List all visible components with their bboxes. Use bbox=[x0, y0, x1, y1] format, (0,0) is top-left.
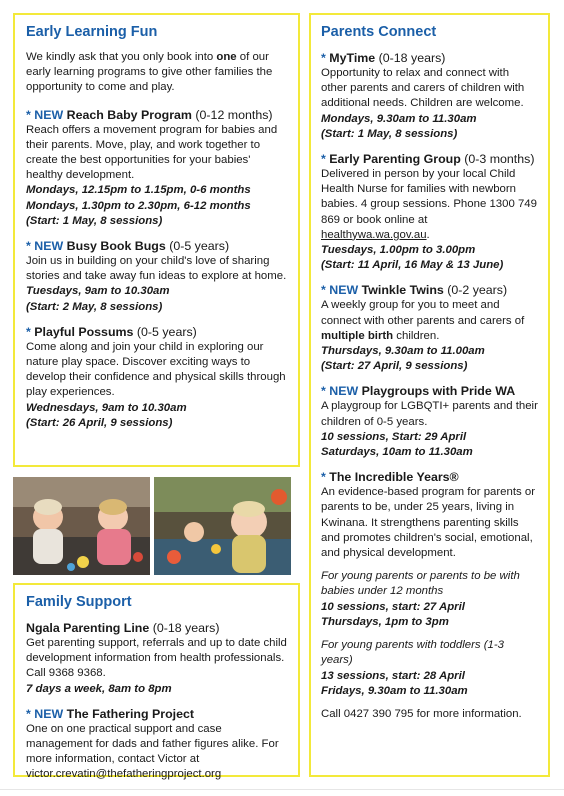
early-learning-intro: We kindly ask that you only book into one of our early learning programs to give other families the opportunity to come and play. bbox=[26, 51, 273, 94]
family-support-box bbox=[13, 583, 300, 781]
program-heading: * Early Parenting Group (0-3 months) bbox=[321, 152, 535, 167]
program-time: Thursdays, 9.30am to 11.00am bbox=[321, 345, 485, 358]
program-heading: * The Incredible Years® bbox=[321, 470, 459, 485]
photo-babies-playing bbox=[13, 477, 150, 575]
program-description: Delivered in person by your local Child Health Nurse for families with newborn babies. 4 group sessions. Phone 1300 749 869 or book online at healthywa.wa.gov.au. bbox=[321, 168, 537, 241]
program-time: Mondays, 9.30am to 11.30am bbox=[321, 112, 477, 125]
program-heading: * NEW Reach Baby Program (0-12 months) bbox=[26, 107, 273, 122]
family-support-title: Family Support bbox=[26, 594, 132, 610]
program-start: (Start: 26 April, 9 sessions) bbox=[26, 416, 173, 429]
healthywa-link[interactable]: healthywa.wa.gov.au bbox=[321, 228, 427, 241]
service-ngala bbox=[26, 620, 287, 697]
program-reach-baby bbox=[26, 107, 287, 229]
service-heading: * NEW The Fathering Project bbox=[26, 706, 194, 721]
contact-phone: Call 0427 390 795 for more information. bbox=[321, 707, 522, 720]
service-fathering-project bbox=[26, 706, 287, 783]
program-time: Mondays, 1.30pm to 2.30pm, 6-12 months bbox=[26, 199, 251, 212]
early-learning-title: Early Learning Fun bbox=[26, 24, 158, 40]
service-hours: 7 days a week, 8am to 8pm bbox=[26, 682, 172, 695]
program-description: Reach offers a movement program for babies and their parents. Move, play, and work together to create the best opportunities for your babies' healthy development. bbox=[26, 123, 278, 182]
program-heading: * Playful Possums (0-5 years) bbox=[26, 324, 197, 339]
program-start: (Start: 1 May, 8 sessions) bbox=[26, 214, 163, 227]
program-time: Saturdays, 10am to 11.30am bbox=[321, 446, 473, 459]
program-time: Fridays, 9.30am to 11.30am bbox=[321, 684, 468, 697]
program-playgroups-pride bbox=[321, 383, 538, 460]
program-start: 10 sessions, Start: 29 April bbox=[321, 430, 467, 443]
program-time: Mondays, 12.15pm to 1.15pm, 0-6 months bbox=[26, 184, 251, 197]
program-time: Wednesdays, 9am to 10.30am bbox=[26, 401, 187, 414]
program-start: 10 sessions, start: 27 April bbox=[321, 600, 465, 613]
program-start: (Start: 11 April, 16 May & 13 June) bbox=[321, 259, 504, 272]
program-time: Tuesdays, 9am to 10.30am bbox=[26, 285, 170, 298]
service-description: One on one practical support and case management for dads and father figures alike. For more information, contact Victor at victor.crevatin@thefatheringproject.org bbox=[26, 722, 279, 781]
program-start: (Start: 1 May, 8 sessions) bbox=[321, 127, 458, 140]
program-start: 13 sessions, start: 28 April bbox=[321, 669, 465, 682]
program-description: A weekly group for you to meet and connect with other parents and carers of multiple birth children. bbox=[321, 299, 525, 342]
program-early-parenting bbox=[321, 151, 538, 273]
photo-baby-toys bbox=[154, 477, 291, 575]
program-busy-book-bugs bbox=[26, 238, 287, 315]
program-twinkle-twins bbox=[321, 282, 538, 374]
program-time: Thursdays, 1pm to 3pm bbox=[321, 615, 449, 628]
parents-connect-title: Parents Connect bbox=[321, 24, 437, 40]
program-description: Come along and join your child in exploring our nature play space. Discover exciting ways to develop their confidence and physical skills through play experiences. bbox=[26, 340, 286, 399]
program-mytime bbox=[321, 50, 538, 142]
program-description: A playgroup for LGBQTI+ parents and their children of 0-5 years. bbox=[321, 400, 538, 428]
group-babies-label: For young parents or parents to be with babies under 12 months bbox=[321, 570, 520, 598]
program-incredible-years bbox=[321, 469, 538, 722]
service-heading: Ngala Parenting Line (0-18 years) bbox=[26, 621, 220, 635]
program-heading: * NEW Twinkle Twins (0-2 years) bbox=[321, 283, 508, 298]
program-heading: * NEW Playgroups with Pride WA bbox=[321, 384, 516, 399]
program-description: An evidence-based program for parents or parents to be, under 25 years, living in Kwinana. It strengthens parenting skills and promotes children's social, emotional, and physical development. bbox=[321, 486, 536, 560]
program-playful-possums bbox=[26, 324, 287, 431]
early-learning-box bbox=[13, 13, 300, 467]
program-heading: * MyTime (0-18 years) bbox=[321, 51, 446, 65]
program-start: (Start: 27 April, 9 sessions) bbox=[321, 360, 468, 373]
page-bottom-rule bbox=[0, 789, 564, 790]
parents-connect-box bbox=[309, 13, 550, 777]
program-heading: * NEW Busy Book Bugs (0-5 years) bbox=[26, 239, 230, 254]
service-description: Get parenting support, referrals and up to date child development information from health professionals. Call 9368 9368. bbox=[26, 637, 287, 680]
program-time: Tuesdays, 1.00pm to 3.00pm bbox=[321, 244, 476, 257]
program-start: (Start: 2 May, 8 sessions) bbox=[26, 300, 163, 313]
group-toddlers-label: For young parents with toddlers (1-3 years) bbox=[321, 639, 504, 667]
program-description: Opportunity to relax and connect with other parents and carers of children with additional needs. Children are welcome. bbox=[321, 67, 525, 110]
program-description: Join us in building on your child's love of sharing stories and take away fun ideas to explore at home. bbox=[26, 255, 287, 283]
